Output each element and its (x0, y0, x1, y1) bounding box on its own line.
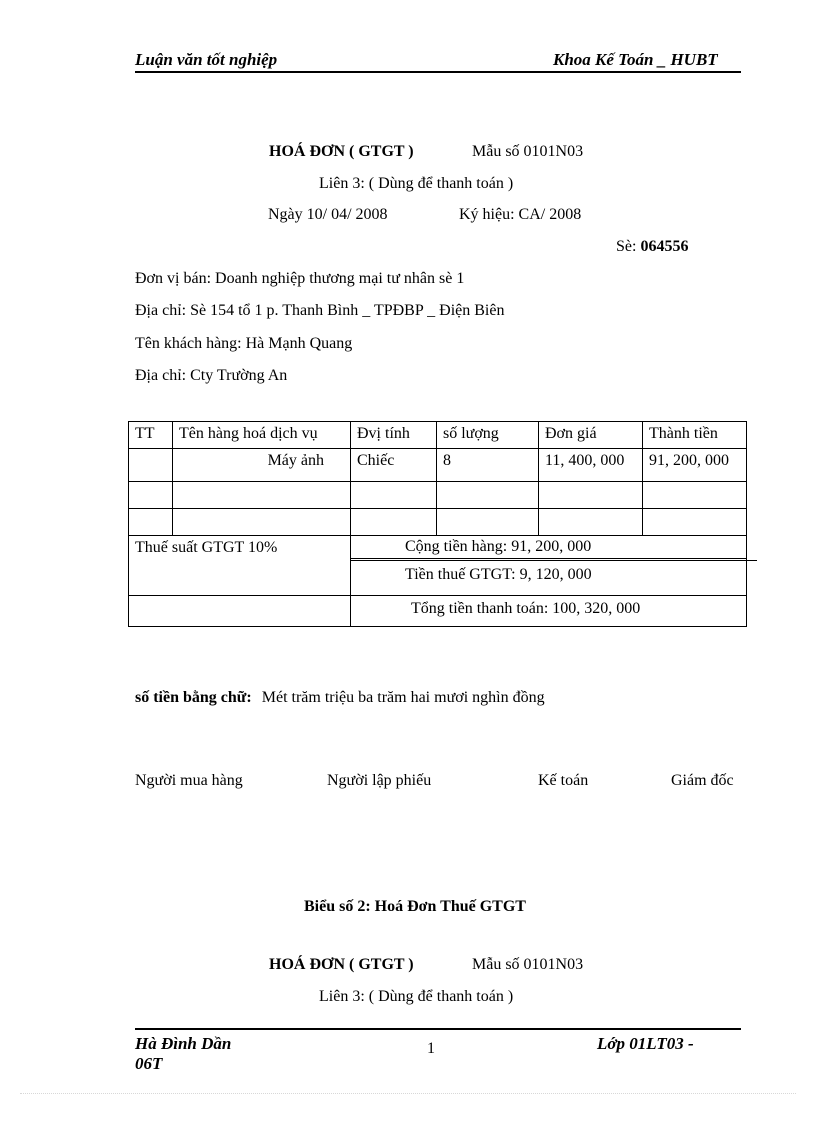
section-caption: Biểu số 2: Hoá Đơn Thuế GTGT (304, 898, 526, 915)
signature-accountant: Kế toán (538, 772, 589, 789)
invoice-title: HOÁ ĐƠN ( GTGT ) (269, 143, 414, 160)
footer-author (135, 1034, 231, 1074)
table-row (129, 449, 747, 482)
table-row (129, 509, 747, 536)
invoice-symbol: Ký hiệu: CA/ 2008 (459, 206, 582, 223)
footer-author-name: Hà Đình Dần (135, 1034, 232, 1053)
cell-amount: 91, 200, 000 (643, 449, 747, 482)
cell-tt (129, 449, 173, 482)
table-header-row (129, 422, 747, 449)
col-header-unit: Đvị tính (351, 422, 437, 449)
footer-rule (135, 1028, 741, 1030)
table-row (129, 482, 747, 509)
header-left: Luận văn tốt nghiệp (135, 50, 278, 69)
summary-row-subtotal (129, 536, 747, 559)
summary-row-total (129, 596, 747, 627)
signature-director: Giám đốc (671, 772, 734, 789)
vat-amount: Tiền thuế GTGT: 9, 120, 000 (351, 559, 747, 596)
header-rule (135, 71, 741, 73)
next-invoice-title: HOÁ ĐƠN ( GTGT ) (269, 956, 414, 973)
invoice-number (616, 238, 688, 256)
grand-total: Tổng tiền thanh toán: 100, 320, 000 (351, 596, 747, 627)
amount-words-value: Mét trăm triệu ba trăm hai mươi nghìn đồng (261, 689, 545, 706)
seller-address: Địa chỉ: Sè 154 tổ 1 p. Thanh Bình _ TPĐBP _ Điện Biên (135, 302, 505, 319)
cell-unit: Chiếc (351, 449, 437, 482)
footer-author-code: 06T (135, 1054, 163, 1073)
customer-name: Tên khách hàng: Hà Mạnh Quang (135, 335, 353, 352)
invoice-date: Ngày 10/ 04/ 2008 (268, 206, 388, 223)
amount-words-label: số tiền bằng chữ: (135, 689, 252, 706)
seller-name: Đơn vị bán: Doanh nghiệp thương mại tư nhân sè 1 (135, 270, 465, 287)
page-edge-dotted-line (20, 1093, 796, 1094)
col-header-tt: TT (129, 422, 173, 449)
invoice-table (128, 421, 747, 627)
col-header-price: Đơn giá (539, 422, 643, 449)
customer-address: Địa chỉ: Cty Trường An (135, 367, 288, 384)
cell-qty: 8 (437, 449, 539, 482)
footer-page-number: 1 (427, 1040, 435, 1057)
col-header-amount: Thành tiền (643, 422, 747, 449)
next-invoice-form-no: Mẫu số 0101N03 (472, 956, 584, 973)
col-header-name: Tên hàng hoá dịch vụ (173, 422, 351, 449)
subtotal-extension-line (350, 560, 757, 561)
invoice-copy: Liên 3: ( Dùng để thanh toán ) (319, 175, 514, 192)
next-invoice-copy: Liên 3: ( Dùng để thanh toán ) (319, 988, 514, 1005)
footer-class: Lớp 01LT03 - (597, 1034, 694, 1053)
invoice-number-label: Sè: (616, 238, 637, 255)
invoice-form-no: Mẫu số 0101N03 (472, 143, 584, 160)
invoice-number-value: 064556 (640, 238, 689, 255)
header-right: Khoa Kế Toán _ HUBT (553, 50, 718, 69)
col-header-qty: số lượng (437, 422, 539, 449)
cell-price: 11, 400, 000 (539, 449, 643, 482)
signature-preparer: Người lập phiếu (327, 772, 432, 789)
cell-name: Máy ảnh (173, 449, 351, 482)
amount-in-words (135, 689, 545, 707)
vat-rate: Thuế suất GTGT 10% (129, 536, 351, 596)
subtotal: Cộng tiền hàng: 91, 200, 000 (351, 536, 747, 559)
signature-buyer: Người mua hàng (135, 772, 243, 789)
